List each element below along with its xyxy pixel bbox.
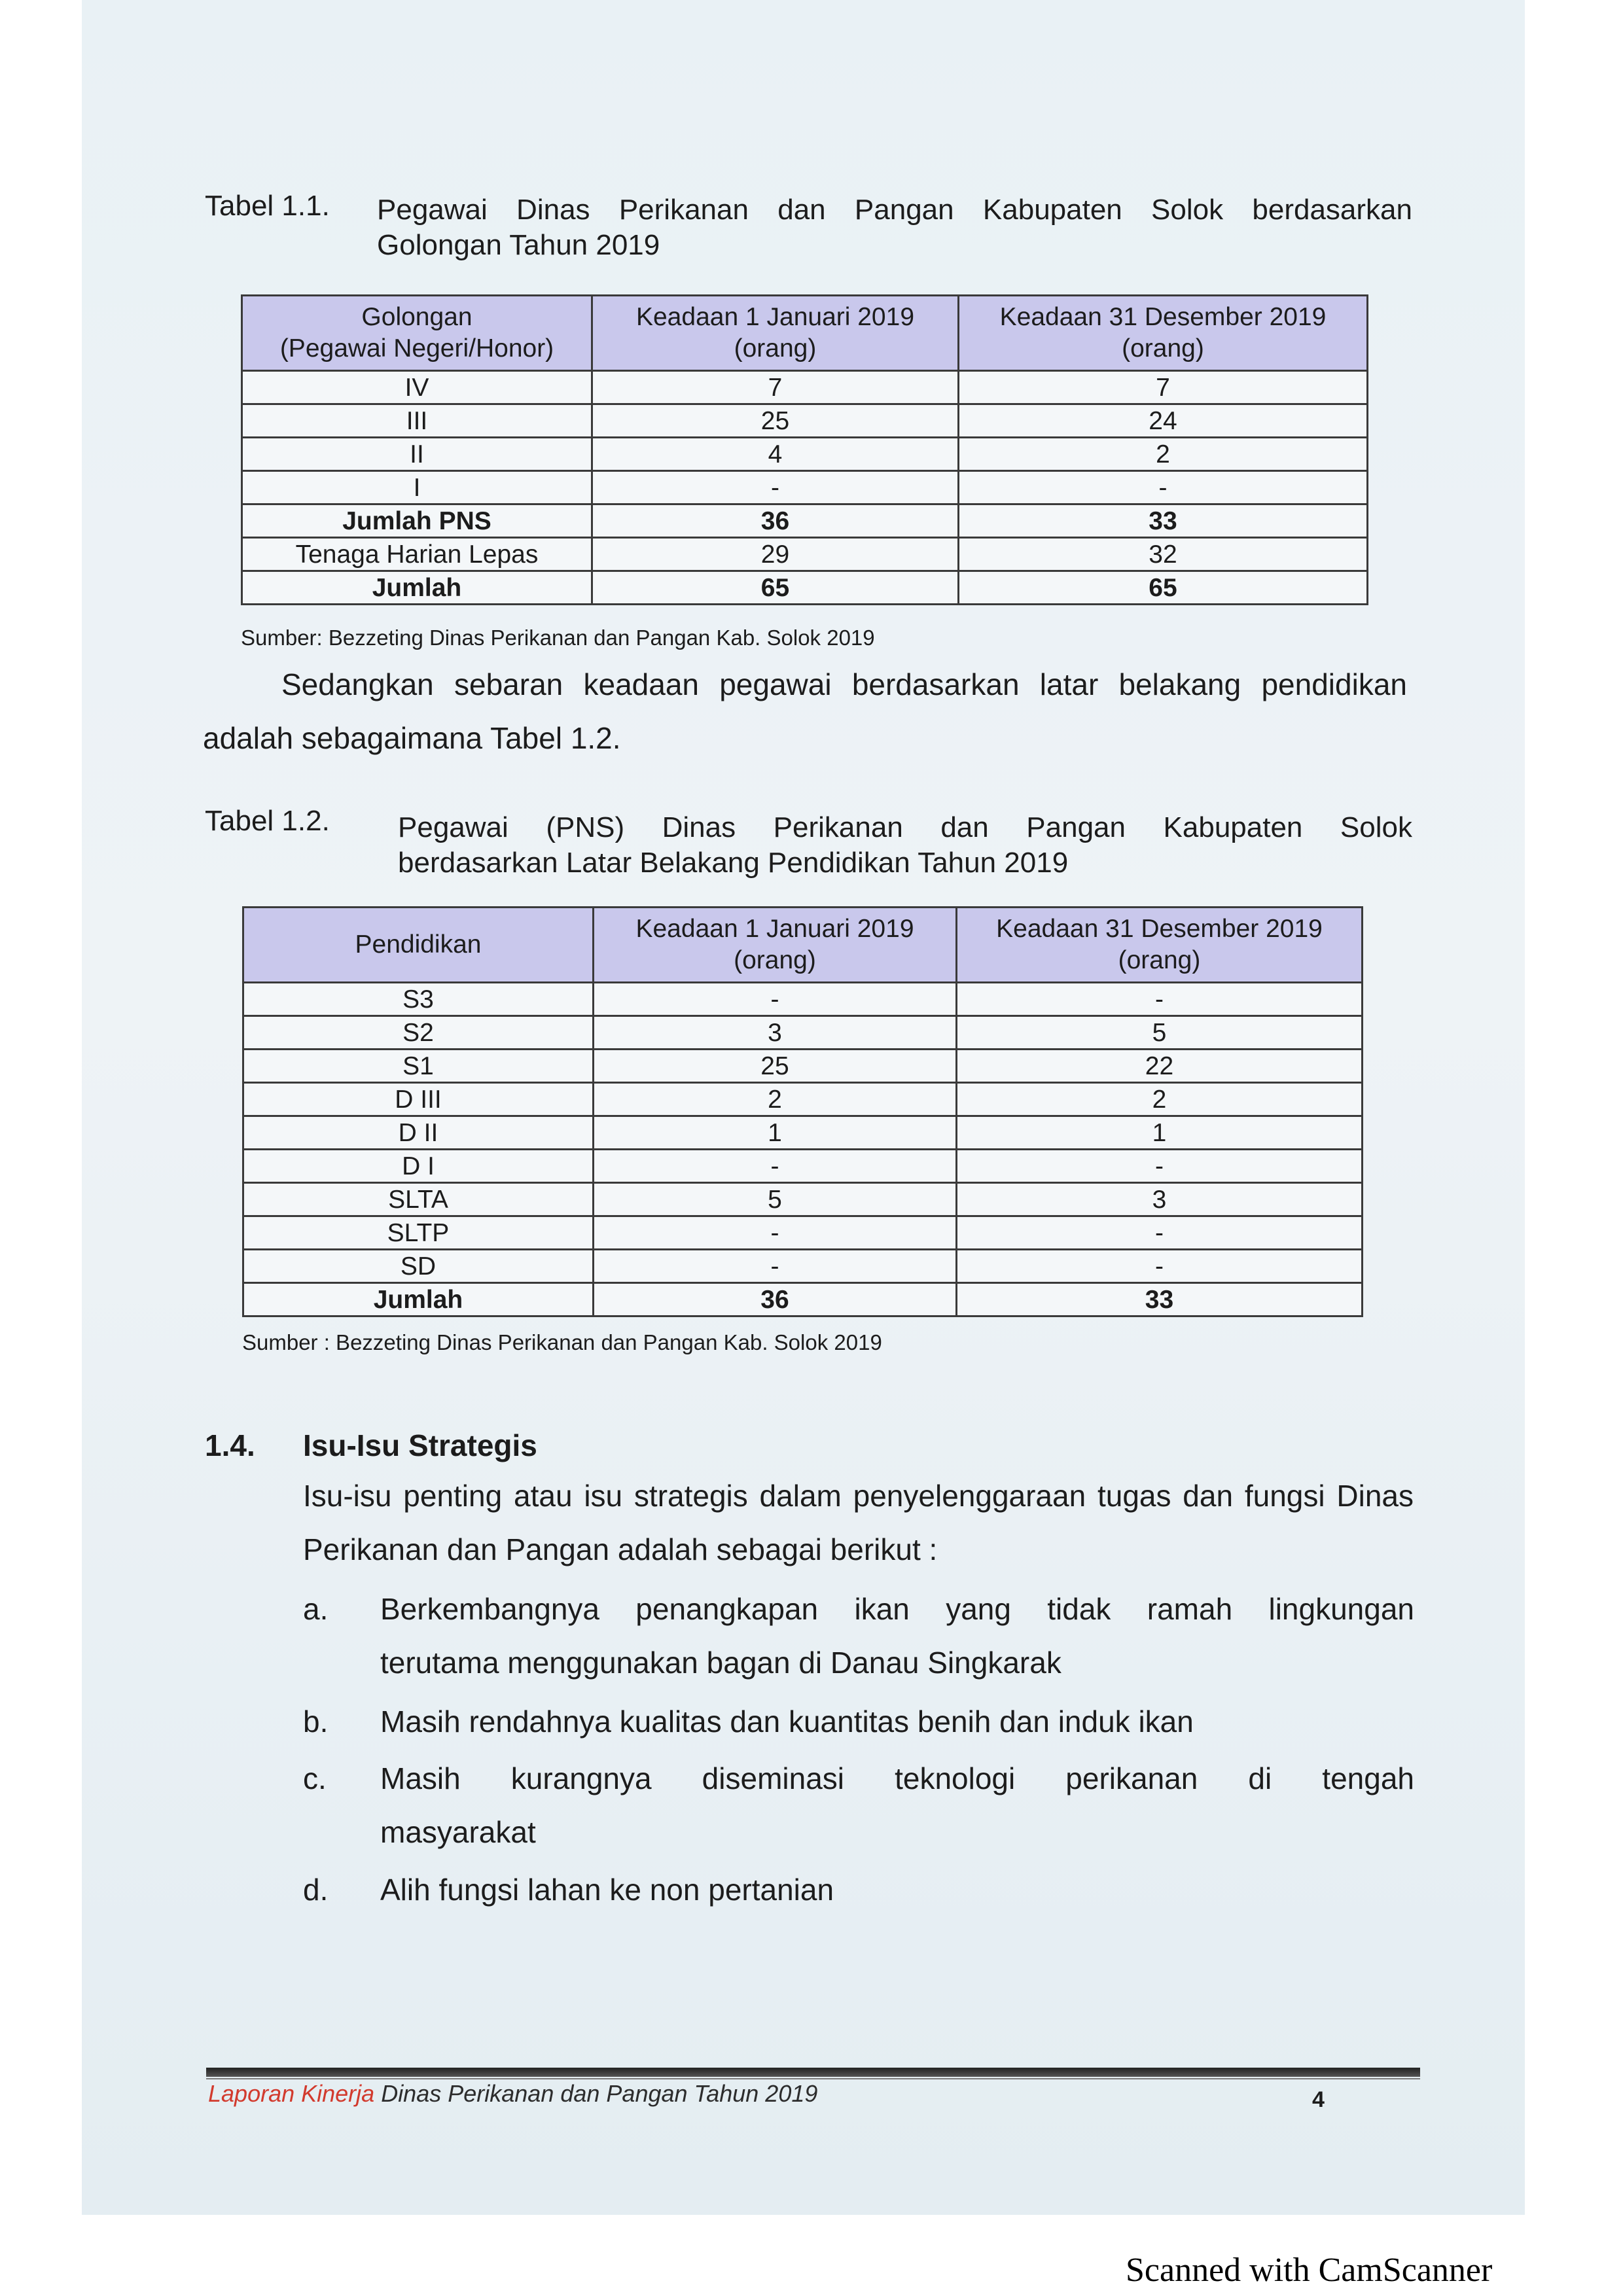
header-text: (orang) [1118, 946, 1201, 974]
cell-jan: 36 [592, 504, 959, 538]
table-row [242, 438, 1368, 471]
table2-title-line2: berdasarkan Latar Belakang Pendidikan Tahun 2019 [398, 847, 1069, 879]
cell-label: SLTA [243, 1183, 594, 1216]
table-row [243, 1250, 1363, 1283]
table-row [243, 1083, 1363, 1116]
table2-title-line1: Pegawai (PNS) Dinas Perikanan dan Pangan Kabupaten Solok [398, 811, 1412, 843]
cell-label: SD [243, 1250, 594, 1283]
header-text: Keadaan 31 Desember 2019 [999, 303, 1327, 331]
cell-jan: 36 [594, 1283, 957, 1316]
cell-des: - [957, 1216, 1363, 1250]
table2-header-pendidikan: Pendidikan [243, 908, 594, 983]
table1-header-januari [592, 296, 959, 371]
table-row [243, 1050, 1363, 1083]
table-row [243, 1016, 1363, 1050]
footer-title-accent: Laporan Kinerja [208, 2080, 375, 2107]
table2-source: Sumber : Bezzeting Dinas Perikanan dan Pangan Kab. Solok 2019 [242, 1330, 882, 1354]
cell-des: - [957, 1250, 1363, 1283]
table-row [243, 1116, 1363, 1150]
table2-header-row [243, 908, 1363, 983]
header-text: Keadaan 1 Januari 2019 [635, 303, 915, 331]
table-row [243, 1183, 1363, 1216]
list-item-line2: terutama menggunakan bagan di Danau Singkarak [380, 1646, 1061, 1680]
list-item [303, 1863, 1414, 1916]
scanner-watermark: Scanned with CamScanner [1126, 2252, 1493, 2289]
list-item-line1: Berkembangnya penangkapan ikan yang tidak ramah lingkungan [380, 1592, 1414, 1626]
cell-label: Tenaga Harian Lepas [242, 538, 592, 571]
table-row [242, 471, 1368, 504]
list-marker: b. [303, 1704, 329, 1739]
cell-des: 65 [959, 571, 1368, 605]
cell-label: III [242, 404, 592, 438]
table-row-total [242, 504, 1368, 538]
table-row-total [242, 571, 1368, 605]
table1-header-row [242, 296, 1368, 371]
cell-jan: 1 [594, 1116, 957, 1150]
cell-des: 3 [957, 1183, 1363, 1216]
cell-des: 32 [959, 538, 1368, 571]
cell-label: IV [242, 371, 592, 404]
table1-caption [205, 188, 1412, 267]
cell-label: D III [243, 1083, 594, 1116]
header-text: (orang) [734, 946, 816, 974]
cell-des: 2 [959, 438, 1368, 471]
cell-des: - [957, 983, 1363, 1016]
cell-jan: 7 [592, 371, 959, 404]
cell-des: - [959, 471, 1368, 504]
list-marker: c. [303, 1761, 327, 1795]
table-row [243, 1150, 1363, 1183]
cell-des: 33 [957, 1283, 1363, 1316]
cell-jan: - [594, 1250, 957, 1283]
table2-header-desember [957, 908, 1363, 983]
list-item-line1: Alih fungsi lahan ke non pertanian [380, 1873, 834, 1907]
cell-label: SLTP [243, 1216, 594, 1250]
table1-source: Sumber: Bezzeting Dinas Perikanan dan Pangan Kab. Solok 2019 [241, 626, 875, 650]
table2-header-januari [594, 908, 957, 983]
cell-label: D II [243, 1116, 594, 1150]
table2-caption [205, 804, 1412, 882]
table-row [243, 983, 1363, 1016]
cell-des: 5 [957, 1016, 1363, 1050]
cell-jan: - [592, 471, 959, 504]
table-row [243, 1216, 1363, 1250]
paragraph-pendidikan: Sedangkan sebaran keadaan pegawai berdasarkan latar belakang pendidikan adalah sebagaimana Tabel 1.2. [203, 667, 1407, 755]
cell-label: S2 [243, 1016, 594, 1050]
table1-title-line2: Golongan Tahun 2019 [377, 229, 660, 261]
cell-jan: 29 [592, 538, 959, 571]
header-text: (orang) [1122, 334, 1204, 362]
cell-label: Jumlah PNS [242, 504, 592, 538]
cell-jan: 3 [594, 1016, 957, 1050]
cell-jan: 2 [594, 1083, 957, 1116]
section-heading [205, 1428, 728, 1467]
header-text: Golongan [361, 303, 473, 331]
cell-label: Jumlah [242, 571, 592, 605]
cell-jan: 5 [594, 1183, 957, 1216]
table1-header-desember [959, 296, 1368, 371]
cell-label: D I [243, 1150, 594, 1183]
table-row [242, 404, 1368, 438]
list-item [303, 1582, 1414, 1689]
cell-jan: 4 [592, 438, 959, 471]
cell-label: S3 [243, 983, 594, 1016]
cell-label: II [242, 438, 592, 471]
cell-jan: 25 [592, 404, 959, 438]
section-title: Isu-Isu Strategis [303, 1428, 537, 1462]
list-marker: a. [303, 1592, 329, 1626]
table-row [242, 538, 1368, 571]
cell-jan: - [594, 1216, 957, 1250]
list-item [303, 1752, 1414, 1859]
cell-jan: 25 [594, 1050, 957, 1083]
table1-title-line1: Pegawai Dinas Perikanan dan Pangan Kabupaten Solok berdasarkan [377, 194, 1412, 226]
cell-des: 2 [957, 1083, 1363, 1116]
footer-title [208, 2074, 817, 2113]
list-marker: d. [303, 1873, 329, 1907]
cell-des: 7 [959, 371, 1368, 404]
table1-header-golongan [242, 296, 592, 371]
section-intro: Isu-isu penting atau isu strategis dalam penyelenggaraan tugas dan fungsi Dinas Perikanan dan Pangan adalah sebagai berikut : [303, 1479, 1414, 1566]
cell-label: S1 [243, 1050, 594, 1083]
header-text: Keadaan 1 Januari 2019 [635, 915, 914, 943]
cell-des: 33 [959, 504, 1368, 538]
cell-jan: 65 [592, 571, 959, 605]
cell-des: - [957, 1150, 1363, 1183]
table2-pendidikan [242, 906, 1363, 1317]
cell-des: 22 [957, 1050, 1363, 1083]
list-item-line1: Masih kurangnya diseminasi teknologi perikanan di tengah [380, 1761, 1414, 1795]
list-item [303, 1695, 1414, 1748]
table-row [242, 371, 1368, 404]
header-text: (Pegawai Negeri/Honor) [279, 334, 554, 362]
cell-des: 1 [957, 1116, 1363, 1150]
header-text: (orang) [734, 334, 817, 362]
cell-label: Jumlah [243, 1283, 594, 1316]
table-row-total [243, 1283, 1363, 1316]
cell-label: I [242, 471, 592, 504]
list-item-line1: Masih rendahnya kualitas dan kuantitas benih dan induk ikan [380, 1704, 1194, 1739]
cell-jan: - [594, 983, 957, 1016]
table2-number: Tabel 1.2. [205, 805, 330, 837]
table1-number: Tabel 1.1. [205, 190, 330, 222]
page-number: 4 [1312, 2087, 1325, 2112]
table1-golongan [241, 294, 1368, 605]
list-item-line2: masyarakat [380, 1815, 536, 1849]
footer-title-rest: Dinas Perikanan dan Pangan Tahun 2019 [374, 2080, 818, 2107]
header-text: Keadaan 31 Desember 2019 [996, 915, 1323, 943]
cell-des: 24 [959, 404, 1368, 438]
section-number: 1.4. [205, 1428, 255, 1462]
cell-jan: - [594, 1150, 957, 1183]
